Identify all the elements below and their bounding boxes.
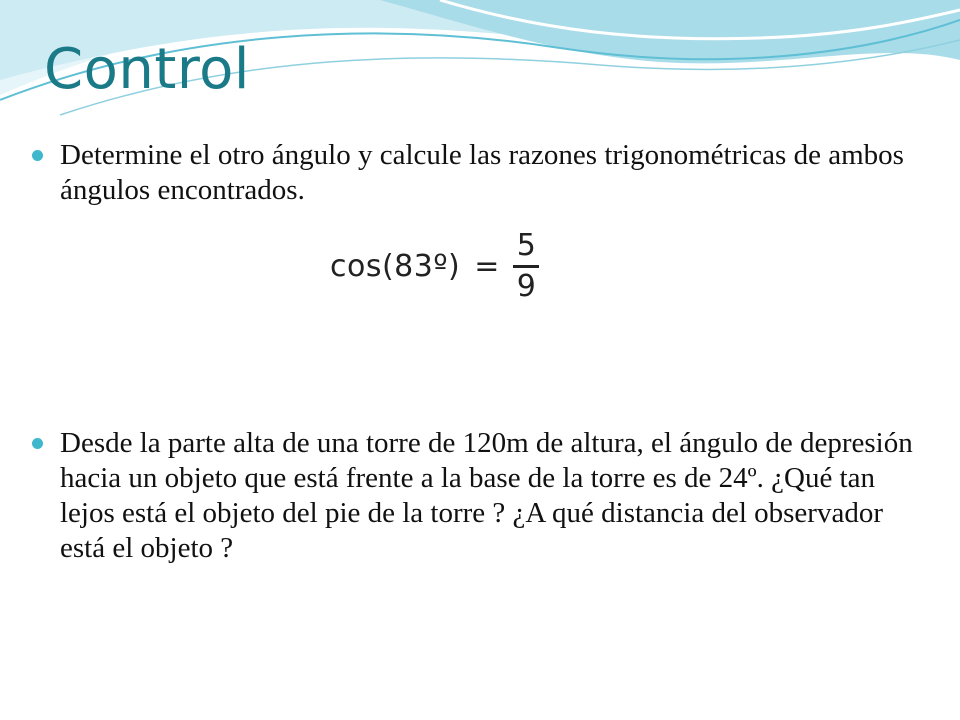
- formula-lhs: cos(83º): [330, 248, 461, 284]
- formula-fraction: [513, 227, 539, 304]
- formula-image: [330, 222, 539, 310]
- bullet-item: [30, 426, 920, 566]
- bullet-dot-icon: [32, 150, 43, 161]
- slide-title: Control: [44, 37, 250, 102]
- bullet-text: Determine el otro ángulo y calcule las razones trigonométricas de ambos ángulos encontrados.: [60, 139, 904, 206]
- bullet-dot-icon: [32, 438, 43, 449]
- fraction-numerator: 5: [516, 227, 536, 263]
- bullet-text: Desde la parte alta de una torre de 120m de altura, el ángulo de depresión hacia un objeto que está frente a la base de la torre es de 24º. ¿Qué tan lejos está el objeto del pie de la torre ? ¿A qué distancia del observador está el objeto ?: [60, 427, 913, 564]
- fraction-denominator: 9: [516, 268, 536, 304]
- wave-band: [380, 0, 960, 63]
- bullet-item: [30, 138, 920, 208]
- formula-equals: =: [474, 248, 500, 284]
